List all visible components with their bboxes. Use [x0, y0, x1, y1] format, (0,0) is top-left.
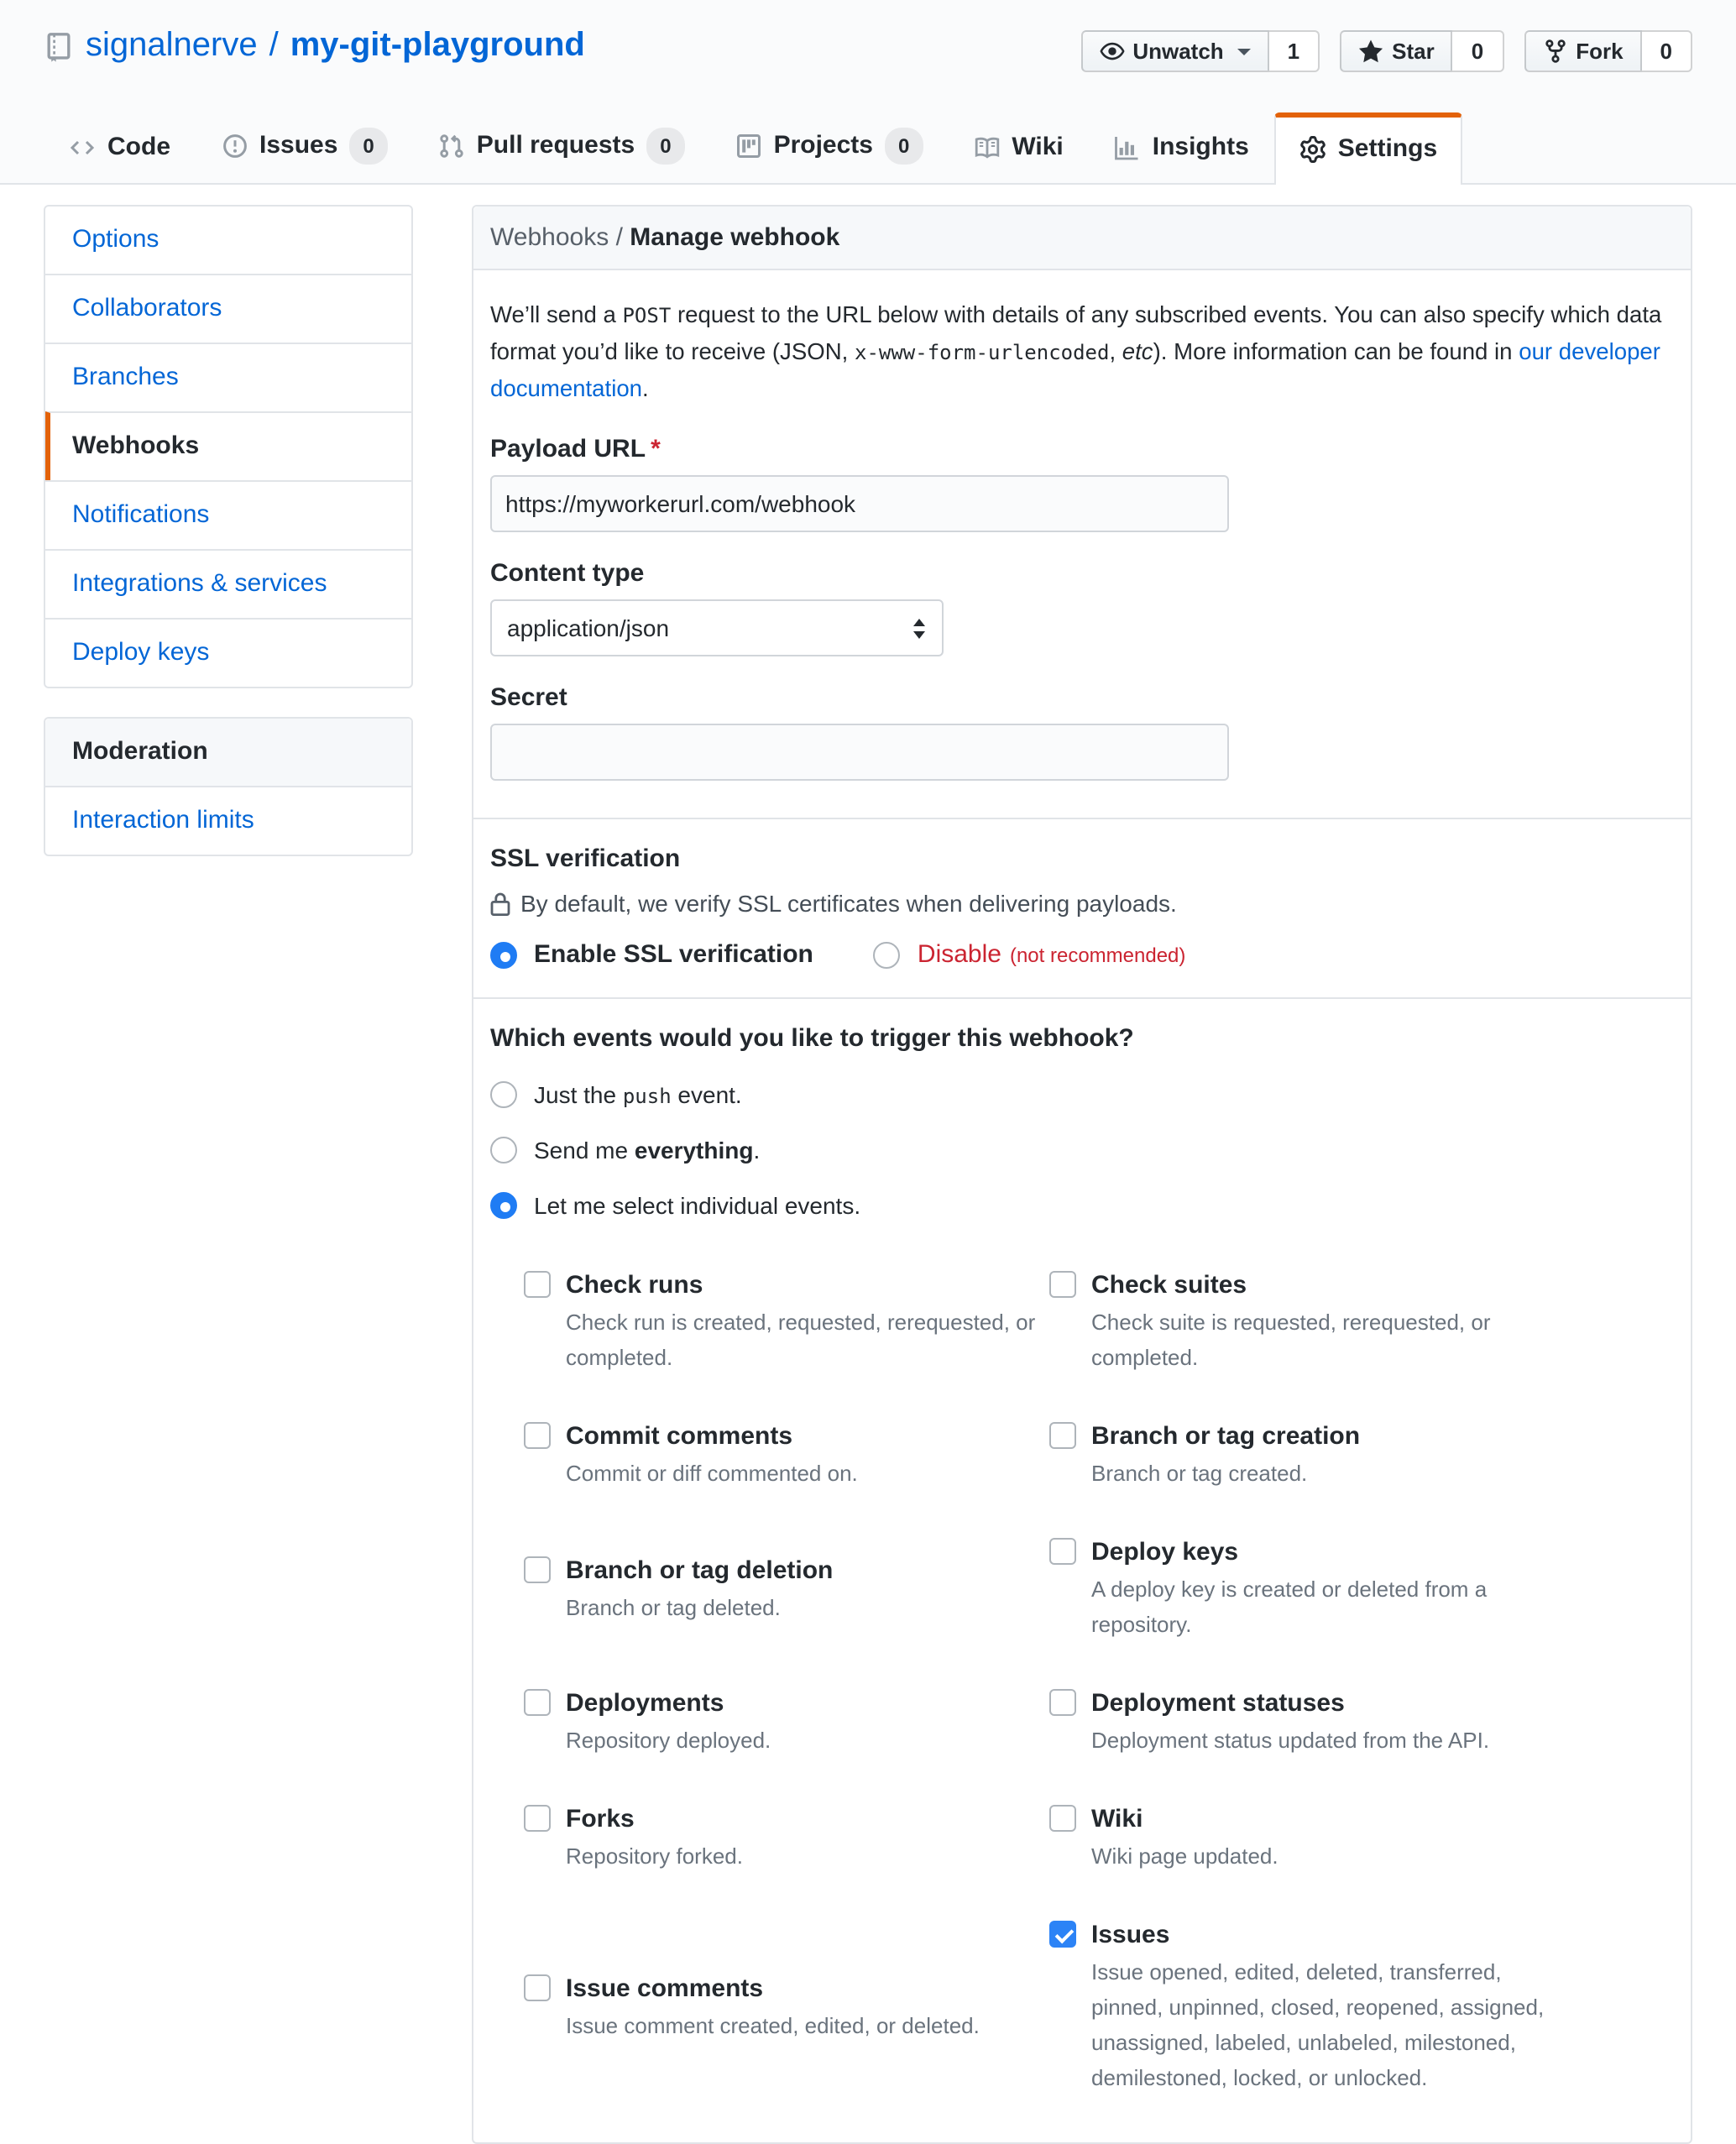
- tab-settings[interactable]: [1274, 112, 1462, 185]
- event-issues: [1049, 1896, 1548, 2117]
- radio-send-everything: [490, 1137, 1674, 1164]
- star-icon: [1358, 39, 1383, 64]
- secret-label: Secret: [490, 683, 567, 712]
- radio-select-individual: [490, 1192, 1674, 1219]
- tab-code[interactable]: [44, 111, 196, 183]
- tab-issues[interactable]: [196, 107, 413, 183]
- payload-url-label: Payload URL *: [490, 435, 661, 463]
- event-title: Check suites: [1091, 1271, 1247, 1299]
- radio-just-push: [490, 1081, 1674, 1108]
- disable-ssl-label: Disable: [917, 940, 1001, 969]
- required-asterisk: *: [651, 435, 661, 463]
- commit-comments-checkbox[interactable]: [524, 1422, 551, 1449]
- settings-sidebar: [44, 205, 413, 856]
- fork-label: Fork: [1576, 39, 1624, 64]
- just-push-label: Just the push event.: [534, 1081, 742, 1108]
- event-desc: Commit or diff commented on.: [566, 1461, 858, 1486]
- repo-owner-link[interactable]: signalnerve: [86, 27, 258, 64]
- payload-url-group: [490, 435, 1674, 532]
- unwatch-label: Unwatch: [1132, 39, 1224, 64]
- projects-count-badge: 0: [885, 128, 923, 165]
- page-title: Manage webhook: [630, 223, 840, 252]
- webhook-panel: [472, 205, 1692, 2144]
- breadcrumb-webhooks-link[interactable]: Webhooks: [490, 223, 609, 252]
- repo-nav: [44, 107, 1692, 183]
- event-issue-comments: [524, 1896, 1049, 2117]
- event-deployments: [524, 1664, 1049, 1780]
- mono-post: POST: [622, 304, 672, 327]
- event-title: Branch or tag deletion: [566, 1556, 834, 1584]
- watch-button-group: [1080, 30, 1320, 72]
- sidebar-item-branches[interactable]: Branches: [45, 343, 411, 411]
- secret-group: [490, 683, 1674, 781]
- repo-name-link[interactable]: my-git-playground: [290, 27, 585, 64]
- event-desc: Deployment status updated from the API.: [1091, 1728, 1490, 1753]
- moderation-header: Moderation: [45, 719, 411, 787]
- deploy-keys-checkbox[interactable]: [1049, 1538, 1076, 1565]
- star-button[interactable]: [1340, 30, 1453, 72]
- ssl-section: [473, 818, 1691, 997]
- event-title: Deploy keys: [1091, 1538, 1239, 1566]
- check-suites-checkbox[interactable]: [1049, 1271, 1076, 1298]
- forks-checkbox[interactable]: [524, 1805, 551, 1832]
- star-count[interactable]: 0: [1453, 30, 1503, 72]
- event-title: Forks: [566, 1805, 635, 1833]
- projects-icon: [735, 133, 762, 159]
- repo-separator: /: [269, 27, 279, 64]
- event-branch-tag-deletion: [524, 1513, 1049, 1664]
- sidebar-item-notifications[interactable]: Notifications: [45, 480, 411, 549]
- moderation-menu: [44, 717, 413, 856]
- sidebar-item-integrations[interactable]: Integrations & services: [45, 549, 411, 618]
- star-button-group: [1340, 30, 1503, 72]
- content-type-select[interactable]: [490, 599, 944, 656]
- event-title: Deployment statuses: [1091, 1689, 1345, 1718]
- content-type-group: [490, 559, 1674, 656]
- settings-menu: [44, 205, 413, 688]
- event-title: Issue comments: [566, 1974, 764, 2002]
- event-branch-tag-creation: [1049, 1397, 1548, 1513]
- unwatch-button[interactable]: [1080, 30, 1268, 72]
- event-wiki: [1049, 1780, 1548, 1896]
- event-check-suites: [1049, 1246, 1548, 1397]
- deployments-checkbox[interactable]: [524, 1689, 551, 1716]
- check-runs-checkbox[interactable]: [524, 1271, 551, 1298]
- tab-settings-label: Settings: [1337, 134, 1438, 163]
- star-label: Star: [1392, 39, 1435, 64]
- payload-url-input[interactable]: [490, 475, 1229, 532]
- send-everything-label: Send me everything.: [534, 1137, 761, 1164]
- event-commit-comments: [524, 1397, 1049, 1513]
- select-individual-label: Let me select individual events.: [534, 1192, 861, 1219]
- content-type-value: application/json: [507, 614, 670, 641]
- tab-issues-label: Issues: [259, 131, 338, 159]
- event-forks: [524, 1780, 1049, 1896]
- event-title: Commit comments: [566, 1422, 793, 1451]
- events-grid: [524, 1246, 1548, 2117]
- graph-icon: [1114, 134, 1141, 161]
- event-deployment-statuses: [1049, 1664, 1548, 1780]
- repo-icon: [44, 31, 74, 61]
- repo-actions: [1080, 30, 1692, 72]
- fork-button-group: [1524, 30, 1692, 72]
- eye-icon: [1099, 39, 1124, 64]
- tab-projects-label: Projects: [773, 131, 873, 159]
- sidebar-item-options[interactable]: Options: [72, 225, 159, 254]
- event-desc: Branch or tag deleted.: [566, 1594, 781, 1619]
- send-everything-radio[interactable]: [490, 1137, 517, 1164]
- sidebar-item-webhooks[interactable]: Webhooks: [45, 411, 411, 480]
- event-title: Check runs: [566, 1271, 703, 1299]
- branch-tag-creation-checkbox[interactable]: [1049, 1422, 1076, 1449]
- event-title: Branch or tag creation: [1091, 1422, 1361, 1451]
- select-individual-radio[interactable]: [490, 1192, 517, 1219]
- disable-ssl-radio[interactable]: [874, 941, 901, 968]
- event-check-runs: [524, 1246, 1049, 1397]
- pull-requests-count-badge: 0: [646, 128, 684, 165]
- event-desc: A deploy key is created or deleted from a repository.: [1091, 1577, 1488, 1637]
- tab-code-label: Code: [107, 133, 170, 161]
- content-type-label: Content type: [490, 559, 645, 588]
- event-title: Wiki: [1091, 1805, 1143, 1833]
- fork-icon: [1542, 39, 1567, 64]
- repo-title: [44, 27, 585, 65]
- events-section: [473, 997, 1691, 2142]
- breadcrumb-separator: /: [615, 223, 630, 252]
- tab-insights-label: Insights: [1152, 133, 1249, 161]
- tab-projects[interactable]: [710, 107, 949, 183]
- code-icon: [69, 134, 96, 161]
- tab-pull-requests[interactable]: [413, 107, 710, 183]
- tab-insights[interactable]: [1089, 111, 1274, 183]
- watch-count[interactable]: 1: [1269, 30, 1320, 72]
- webhook-intro-text: We’ll send a POST request to the URL below with details of any subscribed events. You can also specify which data format you’d like to receive (JSON, x-www-form-urlencoded, etc). More information can be found in our developer documentation.: [490, 302, 1662, 401]
- fork-count[interactable]: 0: [1642, 30, 1692, 72]
- event-desc: Branch or tag created.: [1091, 1461, 1308, 1486]
- event-desc: Check run is created, requested, rerequested, or completed.: [566, 1310, 1036, 1370]
- tab-pull-requests-label: Pull requests: [476, 131, 635, 159]
- gear-icon: [1299, 136, 1326, 163]
- events-question: Which events would you like to trigger this webhook?: [490, 1024, 1134, 1053]
- sidebar-item-deploy-keys[interactable]: Deploy keys: [45, 618, 411, 687]
- event-title: Issues: [1091, 1921, 1170, 1949]
- just-push-radio[interactable]: [490, 1081, 517, 1108]
- disable-ssl-note: (not recommended): [1009, 943, 1186, 966]
- page-header: [0, 0, 1736, 185]
- pull-request-icon: [438, 133, 465, 159]
- sidebar-item-collaborators[interactable]: Collaborators: [45, 274, 411, 343]
- ssl-note-text: By default, we verify SSL certificates when delivering payloads.: [520, 890, 1177, 917]
- caret-down-icon: [1237, 48, 1251, 61]
- deployment-statuses-checkbox[interactable]: [1049, 1689, 1076, 1716]
- event-desc: Wiki page updated.: [1091, 1843, 1278, 1869]
- event-desc: Repository deployed.: [566, 1728, 771, 1753]
- event-deploy-keys: [1049, 1513, 1548, 1664]
- sidebar-item-interaction-limits[interactable]: Interaction limits: [72, 806, 254, 834]
- ssl-heading: SSL verification: [490, 845, 681, 873]
- enable-ssl-radio[interactable]: [490, 941, 517, 968]
- tab-wiki-label: Wiki: [1012, 133, 1064, 161]
- event-title: Deployments: [566, 1689, 724, 1718]
- event-desc: Repository forked.: [566, 1843, 743, 1869]
- event-desc: Issue comment created, edited, or deleted.: [566, 2012, 980, 2037]
- event-desc: Issue opened, edited, deleted, transferred, pinned, unpinned, closed, reopened, assigned, unassigned, labeled, unlabeled, milestoned, demilestoned, locked, or unlocked.: [1091, 1959, 1545, 2090]
- issue-opened-icon: [221, 133, 248, 159]
- fork-button[interactable]: [1524, 30, 1641, 72]
- secret-input[interactable]: [490, 724, 1229, 781]
- issues-count-badge: 0: [349, 128, 387, 165]
- breadcrumb: [473, 207, 1691, 270]
- wiki-book-icon: [973, 134, 1000, 161]
- select-arrows-icon: [912, 617, 927, 639]
- mono-urlencoded: x-www-form-urlencoded: [855, 341, 1110, 364]
- branch-tag-deletion-checkbox[interactable]: [524, 1556, 551, 1582]
- issues-checkbox[interactable]: [1049, 1921, 1076, 1948]
- lock-icon: [490, 891, 510, 916]
- developer-documentation-link[interactable]: our developer documentation: [490, 339, 1660, 401]
- enable-ssl-label: Enable SSL verification: [534, 940, 813, 969]
- issue-comments-checkbox[interactable]: [524, 1974, 551, 2000]
- wiki-checkbox[interactable]: [1049, 1805, 1076, 1832]
- event-desc: Check suite is requested, rerequested, or completed.: [1091, 1310, 1491, 1370]
- tab-wiki[interactable]: [948, 111, 1088, 183]
